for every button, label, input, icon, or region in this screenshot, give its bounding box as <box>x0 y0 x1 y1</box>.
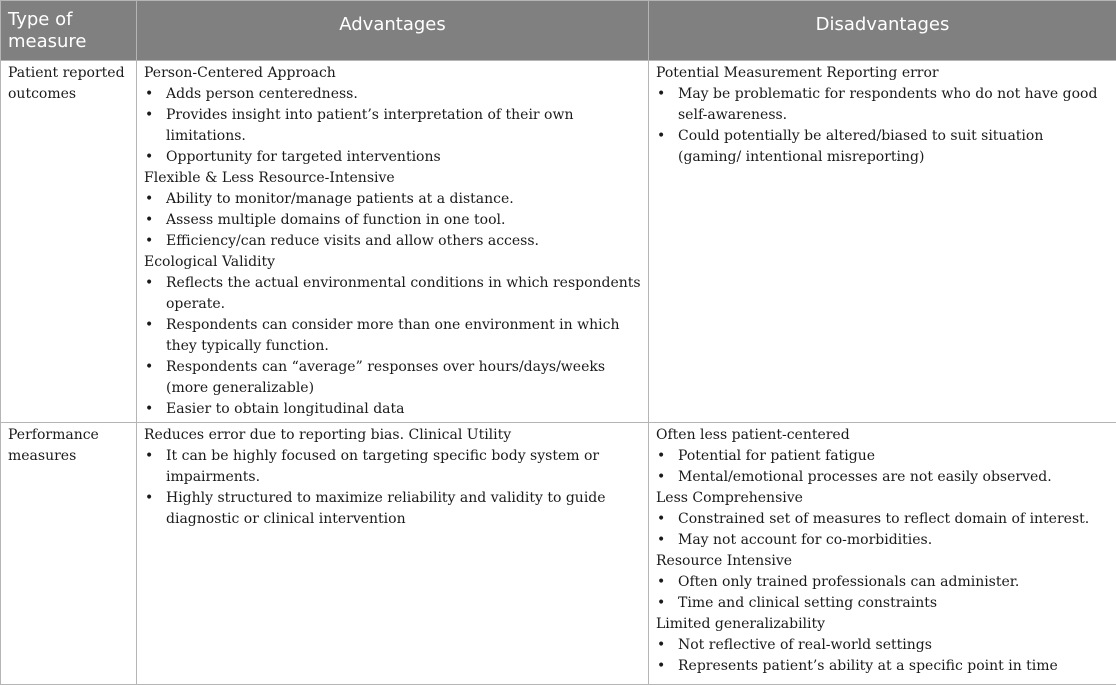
bullet-list <box>656 84 1109 168</box>
bullet-item: • Opportunity for targeted interventions <box>144 147 641 168</box>
advantages-cell <box>137 423 649 685</box>
bullet-list <box>656 509 1109 551</box>
bullet-item: • It can be highly focused on targeting specific body system or impairments. <box>144 446 641 488</box>
group-heading: Resource Intensive <box>656 551 1109 572</box>
bullet-item: • Constrained set of measures to reflect domain of interest. <box>656 509 1109 530</box>
group-heading: Limited generalizability <box>656 614 1109 635</box>
bullet-item: • Ability to monitor/manage patients at a distance. <box>144 189 641 210</box>
group-heading: Often less patient-centered <box>656 425 1109 446</box>
bullet-item: • Not reflective of real-world settings <box>656 635 1109 656</box>
bullet-item: • Provides insight into patient’s interpretation of their own limitations. <box>144 105 641 147</box>
bullet-list <box>656 446 1109 488</box>
bullet-item: • Represents patient’s ability at a specific point in time <box>656 656 1109 677</box>
advantages-cell <box>137 61 649 423</box>
bullet-list <box>144 189 641 252</box>
bullet-item: • Reflects the actual environmental conditions in which respondents operate. <box>144 273 641 315</box>
disadvantages-cell <box>649 61 1116 423</box>
bullet-item: • Efficiency/can reduce visits and allow others access. <box>144 231 641 252</box>
bullet-item: • Easier to obtain longitudinal data <box>144 399 641 420</box>
header-type-of-measure: Type of measure <box>1 1 137 61</box>
group-heading: Reduces error due to reporting bias. Clinical Utility <box>144 425 641 446</box>
bullet-item: • Respondents can consider more than one environment in which they typically function. <box>144 315 641 357</box>
bullet-item: • May not account for co-morbidities. <box>656 530 1109 551</box>
bullet-list <box>144 84 641 168</box>
header-row <box>1 1 1116 61</box>
measure-cell <box>1 61 137 423</box>
bullet-item: • Assess multiple domains of function in one tool. <box>144 210 641 231</box>
measure-label: Performance measures <box>8 425 129 467</box>
group-heading: Person-Centered Approach <box>144 63 641 84</box>
bullet-list <box>656 635 1109 677</box>
group-heading: Ecological Validity <box>144 252 641 273</box>
bullet-item: • Potential for patient fatigue <box>656 446 1109 467</box>
bullet-item: • Could potentially be altered/biased to suit situation (gaming/ intentional misreporting) <box>656 126 1109 168</box>
group-heading: Less Comprehensive <box>656 488 1109 509</box>
header-advantages: Advantages <box>137 1 649 61</box>
bullet-item: • Time and clinical setting constraints <box>656 593 1109 614</box>
table-row <box>1 61 1116 423</box>
bullet-list <box>656 572 1109 614</box>
bullet-item: • Highly structured to maximize reliability and validity to guide diagnostic or clinical intervention <box>144 488 641 530</box>
bullet-item: • Respondents can “average” responses over hours/days/weeks (more generalizable) <box>144 357 641 399</box>
measure-cell <box>1 423 137 685</box>
table-row <box>1 423 1116 685</box>
measure-label: Patient reported outcomes <box>8 63 129 105</box>
bullet-item: • Mental/emotional processes are not easily observed. <box>656 467 1109 488</box>
group-heading: Potential Measurement Reporting error <box>656 63 1109 84</box>
bullet-item: • May be problematic for respondents who do not have good self-awareness. <box>656 84 1109 126</box>
bullet-list <box>144 273 641 420</box>
bullet-item: • Often only trained professionals can administer. <box>656 572 1109 593</box>
header-disadvantages: Disadvantages <box>649 1 1116 61</box>
disadvantages-cell <box>649 423 1116 685</box>
bullet-item: • Adds person centeredness. <box>144 84 641 105</box>
bullet-list <box>144 446 641 530</box>
group-heading: Flexible & Less Resource-Intensive <box>144 168 641 189</box>
